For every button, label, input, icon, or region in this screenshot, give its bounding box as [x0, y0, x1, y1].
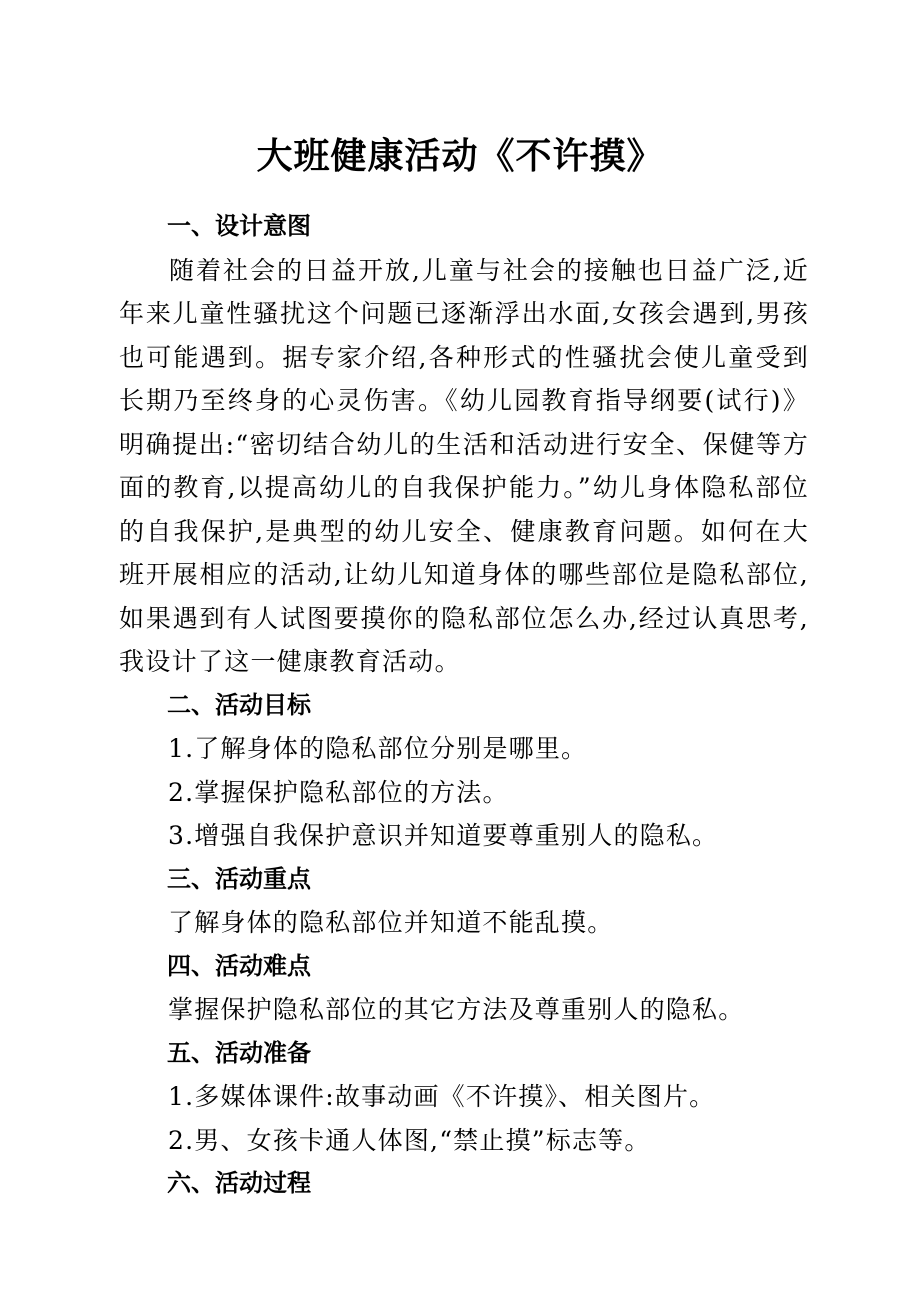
- preparation-item: 2.男、女孩卡通人体图,“禁止摸”标志等。: [168, 1125, 651, 1155]
- section-heading-design-intent: 一、设计意图: [167, 212, 311, 240]
- difficulty-item: 掌握保护隐私部位的其它方法及尊重别人的隐私。: [168, 995, 745, 1024]
- goal-item: 1.了解身体的隐私部位分别是哪里。: [168, 734, 588, 763]
- section-heading-key-points: 三、活动重点: [167, 864, 311, 893]
- document-body: [119, 205, 809, 1206]
- goal-item: 2.掌握保护隐私部位的方法。: [168, 777, 509, 807]
- design-intent-paragraph: 随着社会的日益开放,儿童与社会的接触也日益广泛,近年来儿童性骚扰这个问题已逐渐浮出水面,女孩会遇到,男孩也可能遇到。据专家介绍,各种形式的性骚扰会使儿童受到长期乃至终身的心灵伤害。《幼儿园教育指导纲要(试行)》明确提出:“密切结合幼儿的生活和活动进行安全、保健等方面的教育,以提高幼儿的自我保护能力。”幼儿身体隐私部位的自我保护,是典型的幼儿安全、健康教育问题。如何在大班开展相应的活动,让幼儿知道身体的哪些部位是隐私部位,如果遇到有人试图要摸你的隐私部位怎么办,经过认真思考,我设计了这一健康教育活动。: [119, 255, 809, 676]
- preparation-item: 1.多媒体课件:故事动画《不许摸》、相关图片。: [168, 1082, 716, 1111]
- section-heading-goals: 二、活动目标: [167, 690, 311, 719]
- key-point-item: 了解身体的隐私部位并知道不能乱摸。: [168, 908, 614, 937]
- section-heading-process: 六、活动过程: [167, 1169, 311, 1197]
- section-heading-difficulties: 四、活动难点: [167, 951, 311, 980]
- goal-item: 3.增强自我保护意识并知道要尊重别人的隐私。: [168, 821, 719, 850]
- document-title: 大班健康活动《不许摸》: [256, 135, 664, 177]
- section-heading-preparation: 五、活动准备: [167, 1038, 311, 1067]
